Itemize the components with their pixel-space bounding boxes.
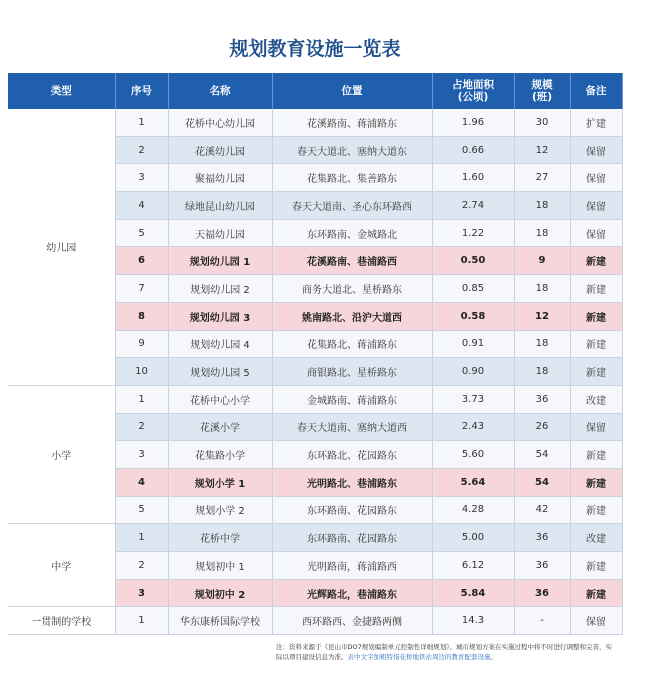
remark-cell: 新建: [570, 275, 622, 303]
remark-cell: 保留: [570, 136, 622, 164]
location-cell: 花溪路南、蒋浦路东: [272, 109, 432, 136]
facilities-table: [8, 73, 623, 635]
name-cell: 天福幼儿园: [168, 219, 272, 247]
location-cell: 光辉路北，巷浦路东: [272, 579, 432, 607]
name-cell: 规划初中 2: [168, 579, 272, 607]
area-cell: 1.96: [432, 109, 514, 136]
area-cell: 1.22: [432, 219, 514, 247]
remark-cell: 新建: [570, 552, 622, 580]
name-cell: 花溪小学: [168, 413, 272, 441]
remark-cell: 新建: [570, 496, 622, 524]
location-cell: 商银路北、星桥路东: [272, 358, 432, 386]
seq-cell: 3: [115, 441, 168, 469]
seq-cell: 3: [115, 579, 168, 607]
area-cell: 5.00: [432, 524, 514, 552]
remark-cell: 新建: [570, 330, 622, 358]
scale-cell: 27: [514, 164, 570, 192]
type-cell: 一贯制的学校: [8, 607, 115, 635]
location-cell: 东环路南、花园路东: [272, 524, 432, 552]
remark-cell: 改建: [570, 385, 622, 413]
remark-cell: 保留: [570, 219, 622, 247]
location-cell: 东环路南、金城路北: [272, 219, 432, 247]
name-cell: 华东康桥国际学校: [168, 607, 272, 635]
location-cell: 花集路北、集善路东: [272, 164, 432, 192]
scale-cell: 18: [514, 192, 570, 220]
area-cell: 4.28: [432, 496, 514, 524]
name-cell: 绿地昆山幼儿园: [168, 192, 272, 220]
name-cell: 花溪幼儿园: [168, 136, 272, 164]
remark-cell: 新建: [570, 441, 622, 469]
seq-cell: 1: [115, 109, 168, 136]
scale-cell: 36: [514, 524, 570, 552]
table-row: [8, 607, 622, 635]
name-cell: 花集路小学: [168, 441, 272, 469]
area-cell: 14.3: [432, 607, 514, 635]
scale-cell: 36: [514, 552, 570, 580]
remark-cell: 保留: [570, 413, 622, 441]
remark-cell: 新建: [570, 468, 622, 496]
seq-cell: 3: [115, 164, 168, 192]
header-seq: 序号: [115, 73, 168, 109]
seq-cell: 5: [115, 496, 168, 524]
remark-cell: 改建: [570, 524, 622, 552]
scale-cell: 18: [514, 275, 570, 303]
remark-cell: 保留: [570, 164, 622, 192]
seq-cell: 5: [115, 219, 168, 247]
name-cell: 花桥中心小学: [168, 385, 272, 413]
scale-cell: 12: [514, 136, 570, 164]
location-cell: 花集路北、蒋浦路东: [272, 330, 432, 358]
scale-cell: -: [514, 607, 570, 635]
scale-cell: 12: [514, 302, 570, 330]
seq-cell: 2: [115, 552, 168, 580]
area-cell: 6.12: [432, 552, 514, 580]
name-cell: 规划幼儿园 4: [168, 330, 272, 358]
seq-cell: 2: [115, 413, 168, 441]
remark-cell: 新建: [570, 579, 622, 607]
seq-cell: 1: [115, 385, 168, 413]
area-cell: 5.60: [432, 441, 514, 469]
location-cell: 春天大道北、塞纳大道东: [272, 136, 432, 164]
location-cell: 金城路南、蒋浦路东: [272, 385, 432, 413]
area-cell: 5.64: [432, 468, 514, 496]
name-cell: 规划幼儿园 3: [168, 302, 272, 330]
scale-cell: 26: [514, 413, 570, 441]
scale-cell: 42: [514, 496, 570, 524]
area-cell: 3.73: [432, 385, 514, 413]
remark-cell: 新建: [570, 302, 622, 330]
area-cell: 2.43: [432, 413, 514, 441]
footnote-text: 注：资料来源于《昆山市DO7规划编制单元控制性详细规划》。城市规划方案在实施过程中将不时进行调整和完善，实际以项目建设信息为准。: [276, 643, 613, 661]
scale-cell: 54: [514, 441, 570, 469]
seq-cell: 1: [115, 524, 168, 552]
seq-cell: 4: [115, 192, 168, 220]
location-cell: 东环路北、花园路东: [272, 441, 432, 469]
seq-cell: 8: [115, 302, 168, 330]
name-cell: 花桥中心幼儿园: [168, 109, 272, 136]
area-cell: 0.90: [432, 358, 514, 386]
page-title: 规划教育设施一览表: [229, 38, 401, 60]
header-scale: 规模 (班): [514, 73, 570, 109]
name-cell: 规划幼儿园 5: [168, 358, 272, 386]
seq-cell: 7: [115, 275, 168, 303]
area-cell: 0.50: [432, 247, 514, 275]
footnote-highlight: 表中文字加粗特指花桥地铁站周边的教育配套设施。: [347, 653, 497, 661]
table-row: [8, 385, 622, 413]
area-cell: 1.60: [432, 164, 514, 192]
header-location: 位置: [272, 73, 432, 109]
scale-cell: 36: [514, 385, 570, 413]
seq-cell: 4: [115, 468, 168, 496]
remark-cell: 保留: [570, 192, 622, 220]
scale-cell: 18: [514, 330, 570, 358]
location-cell: 春天大道南、圣心东环路西: [272, 192, 432, 220]
table-row: [8, 524, 622, 552]
name-cell: 规划小学 1: [168, 468, 272, 496]
area-cell: 0.85: [432, 275, 514, 303]
scale-cell: 18: [514, 358, 570, 386]
name-cell: 规划初中 1: [168, 552, 272, 580]
seq-cell: 2: [115, 136, 168, 164]
seq-cell: 10: [115, 358, 168, 386]
location-cell: 西环路西、金捷路两侧: [272, 607, 432, 635]
location-cell: 光明路南，蒋浦路西: [272, 552, 432, 580]
name-cell: 规划幼儿园 2: [168, 275, 272, 303]
name-cell: 规划小学 2: [168, 496, 272, 524]
remark-cell: 新建: [570, 247, 622, 275]
location-cell: 商务大道北、星桥路东: [272, 275, 432, 303]
area-cell: 5.84: [432, 579, 514, 607]
name-cell: 规划幼儿园 1: [168, 247, 272, 275]
scale-cell: 30: [514, 109, 570, 136]
header-remark: 备注: [570, 73, 622, 109]
header-name: 名称: [168, 73, 272, 109]
seq-cell: 9: [115, 330, 168, 358]
remark-cell: 新建: [570, 358, 622, 386]
scale-cell: 36: [514, 579, 570, 607]
location-cell: 春天大道南、塞纳大道西: [272, 413, 432, 441]
remark-cell: 保留: [570, 607, 622, 635]
area-cell: 2.74: [432, 192, 514, 220]
header-area: 占地面积 (公顷): [432, 73, 514, 109]
scale-cell: 54: [514, 468, 570, 496]
type-cell: 中学: [8, 524, 115, 607]
location-cell: 光明路北、巷浦路东: [272, 468, 432, 496]
area-cell: 0.58: [432, 302, 514, 330]
area-cell: 0.66: [432, 136, 514, 164]
name-cell: 聚福幼儿园: [168, 164, 272, 192]
location-cell: 姚南路北、沿沪大道西: [272, 302, 432, 330]
area-cell: 0.91: [432, 330, 514, 358]
footnote: [276, 642, 616, 662]
location-cell: 东环路南、花园路东: [272, 496, 432, 524]
remark-cell: 扩建: [570, 109, 622, 136]
header-type: 类型: [8, 73, 115, 109]
scale-cell: 18: [514, 219, 570, 247]
seq-cell: 1: [115, 607, 168, 635]
scale-cell: 9: [514, 247, 570, 275]
name-cell: 花桥中学: [168, 524, 272, 552]
table-header: [8, 73, 622, 109]
table-row: [8, 109, 622, 136]
type-cell: 幼儿园: [8, 109, 115, 385]
location-cell: 花溪路南、巷浦路西: [272, 247, 432, 275]
seq-cell: 6: [115, 247, 168, 275]
type-cell: 小学: [8, 385, 115, 523]
